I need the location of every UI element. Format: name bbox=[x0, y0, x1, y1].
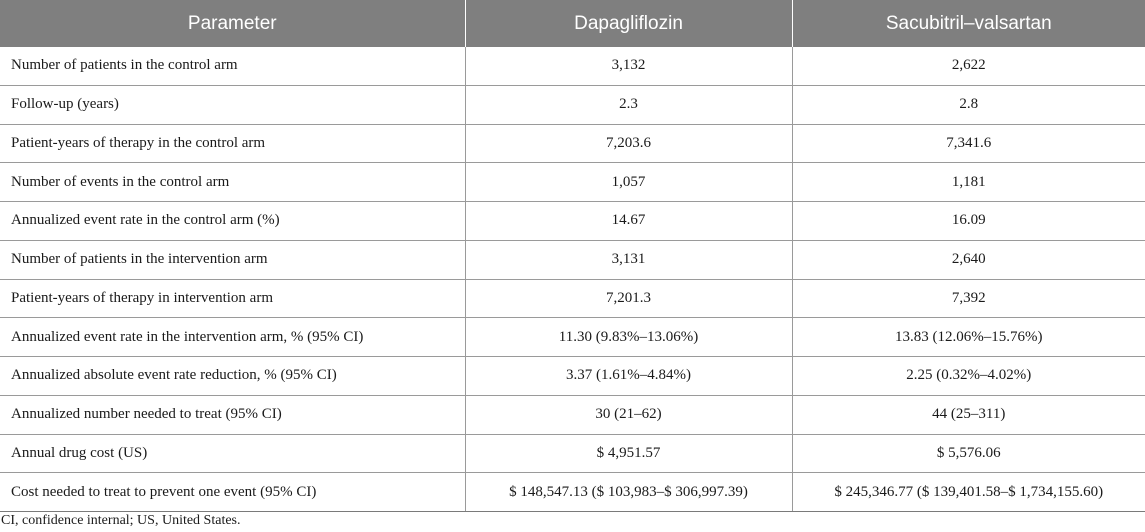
table-row bbox=[0, 279, 1145, 318]
cell-parameter: Annualized absolute event rate reduction, % (95% CI) bbox=[0, 357, 465, 396]
cell-dapagliflozin: 3.37 (1.61%–4.84%) bbox=[465, 357, 792, 396]
footnote: CI, confidence internal; US, United States. bbox=[1, 513, 241, 528]
cell-dapagliflozin: 7,201.3 bbox=[465, 279, 792, 318]
header-parameter: Parameter bbox=[0, 0, 465, 47]
cell-dapagliflozin: $ 148,547.13 ($ 103,983–$ 306,997.39) bbox=[465, 473, 792, 512]
cell-parameter: Annual drug cost (US) bbox=[0, 434, 465, 473]
cell-parameter: Annualized event rate in the intervention arm, % (95% CI) bbox=[0, 318, 465, 357]
cell-sacubitril-valsartan: 13.83 (12.06%–15.76%) bbox=[792, 318, 1145, 357]
cell-sacubitril-valsartan: 7,341.6 bbox=[792, 124, 1145, 163]
cell-sacubitril-valsartan: 2,640 bbox=[792, 240, 1145, 279]
cell-parameter: Patient-years of therapy in intervention arm bbox=[0, 279, 465, 318]
cell-dapagliflozin: 1,057 bbox=[465, 163, 792, 202]
cell-sacubitril-valsartan: $ 245,346.77 ($ 139,401.58–$ 1,734,155.60) bbox=[792, 473, 1145, 512]
table-row bbox=[0, 318, 1145, 357]
cell-dapagliflozin: 30 (21–62) bbox=[465, 395, 792, 434]
table-row bbox=[0, 85, 1145, 124]
table-row bbox=[0, 202, 1145, 241]
table-row bbox=[0, 240, 1145, 279]
cell-parameter: Annualized event rate in the control arm (%) bbox=[0, 202, 465, 241]
table-row bbox=[0, 473, 1145, 512]
header-dapagliflozin: Dapagliflozin bbox=[465, 0, 792, 47]
cell-dapagliflozin: 3,131 bbox=[465, 240, 792, 279]
cell-sacubitril-valsartan: 2,622 bbox=[792, 47, 1145, 85]
cell-sacubitril-valsartan: 44 (25–311) bbox=[792, 395, 1145, 434]
table-row bbox=[0, 124, 1145, 163]
cell-dapagliflozin: 3,132 bbox=[465, 47, 792, 85]
cell-parameter: Number of patients in the intervention arm bbox=[0, 240, 465, 279]
cell-sacubitril-valsartan: 7,392 bbox=[792, 279, 1145, 318]
cell-parameter: Follow-up (years) bbox=[0, 85, 465, 124]
cell-sacubitril-valsartan: 2.25 (0.32%–4.02%) bbox=[792, 357, 1145, 396]
table-row bbox=[0, 395, 1145, 434]
cell-dapagliflozin: 11.30 (9.83%–13.06%) bbox=[465, 318, 792, 357]
table-row bbox=[0, 47, 1145, 85]
header-sacubitril-valsartan: Sacubitril–valsartan bbox=[792, 0, 1145, 47]
cell-dapagliflozin: 7,203.6 bbox=[465, 124, 792, 163]
cell-parameter: Number of events in the control arm bbox=[0, 163, 465, 202]
table-row bbox=[0, 357, 1145, 396]
header-row bbox=[0, 0, 1145, 47]
table-row bbox=[0, 163, 1145, 202]
cell-parameter: Patient-years of therapy in the control arm bbox=[0, 124, 465, 163]
cell-dapagliflozin: $ 4,951.57 bbox=[465, 434, 792, 473]
cell-dapagliflozin: 2.3 bbox=[465, 85, 792, 124]
cell-sacubitril-valsartan: 2.8 bbox=[792, 85, 1145, 124]
cell-sacubitril-valsartan: 1,181 bbox=[792, 163, 1145, 202]
cell-dapagliflozin: 14.67 bbox=[465, 202, 792, 241]
cell-parameter: Number of patients in the control arm bbox=[0, 47, 465, 85]
cell-parameter: Cost needed to treat to prevent one event (95% CI) bbox=[0, 473, 465, 512]
table-row bbox=[0, 434, 1145, 473]
cell-sacubitril-valsartan: 16.09 bbox=[792, 202, 1145, 241]
cell-sacubitril-valsartan: $ 5,576.06 bbox=[792, 434, 1145, 473]
cell-parameter: Annualized number needed to treat (95% CI) bbox=[0, 395, 465, 434]
